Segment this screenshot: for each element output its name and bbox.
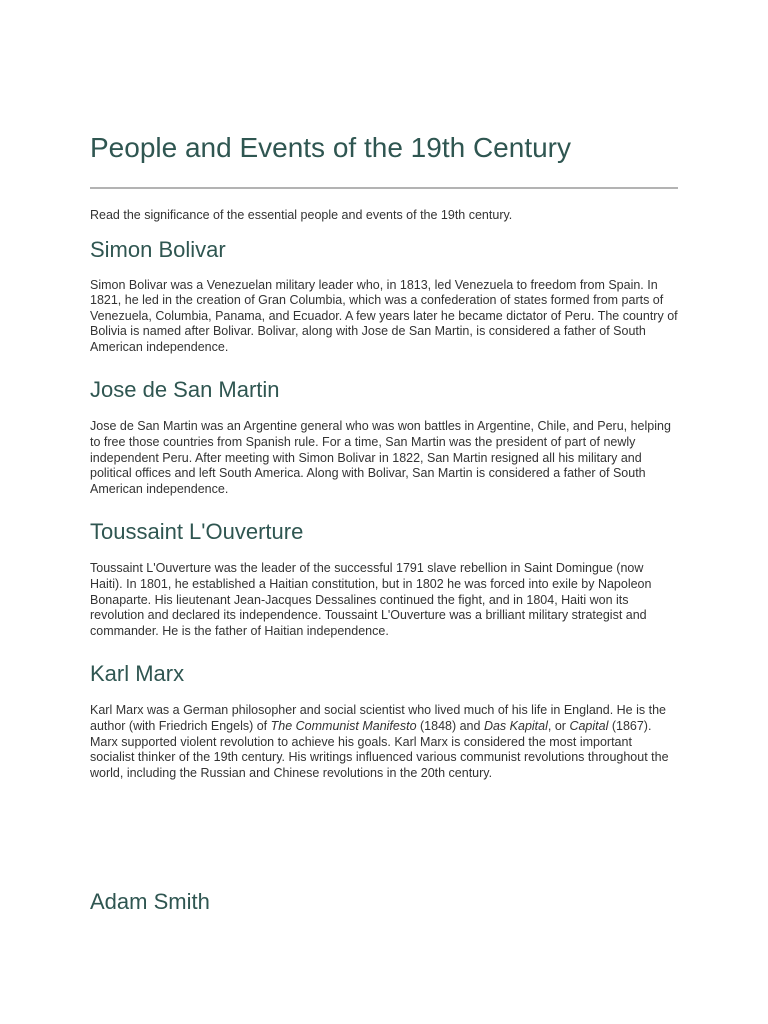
section-heading: Toussaint L'Ouverture <box>90 519 304 545</box>
section-jose-de-san-martin <box>90 376 678 497</box>
section-toussaint-louverture <box>90 518 678 639</box>
paragraph-text: (1848) and <box>416 719 484 733</box>
section-paragraph: Simon Bolivar was a Venezuelan military leader who, in 1813, led Venezuela to freedom from Spain. In 1821, he led in the creation of Gran Columbia, which was a confederation of states formed from parts of Venezuela, Columbia, Panama, and Ecuador. A few years later he became dictator of Peru. The country of Bolivia is named after Bolivar. Bolivar, along with Jose de San Martin, is considered a father of South American independence. <box>90 277 678 354</box>
section-paragraph: Jose de San Martin was an Argentine general who was won battles in Argentine, Chile, and Peru, helping to free those countries from Spanish rule. For a time, San Martin was the president of part of newly independent Peru. After meeting with Simon Bolivar in 1822, San Martin resigned all his military and political offices and left South America. Along with Bolivar, San Martin is considered a father of South American independence. <box>90 419 671 496</box>
paragraph-text: , or <box>547 719 570 733</box>
section-karl-marx <box>90 660 678 781</box>
section-adam-smith <box>90 888 210 916</box>
section-simon-bolivar <box>90 236 678 356</box>
book-title-das-kapital: Das Kapital <box>483 719 548 733</box>
section-heading: Adam Smith <box>90 889 210 914</box>
section-paragraph <box>90 703 678 781</box>
book-title-capital: Capital <box>569 719 609 733</box>
intro-paragraph: Read the significance of the essential people and events of the 19th century. <box>90 208 513 222</box>
book-title-communist-manifesto: The Communist Manifesto <box>270 719 417 733</box>
section-heading: Jose de San Martin <box>90 377 280 403</box>
section-heading: Simon Bolivar <box>90 236 226 262</box>
page-title: People and Events of the 19th Century <box>90 132 571 163</box>
paragraph-text: (1867). Marx supported violent revolution to achieve his goals. Karl Marx is considered the most important socialist thinker of the 19th century. His writings influenced various communist revolutions throughout the world, including the Russian and Chinese revolutions in the 20th century. <box>90 719 669 780</box>
paragraph-text: Karl Marx was a German philosopher and social scientist who lived much of his life in England. He is the author (with Friedrich Engels) of <box>90 703 666 733</box>
section-paragraph: Toussaint L'Ouverture was the leader of the successful 1791 slave rebellion in Saint Domingue (now Haiti). In 1801, he established a Haitian constitution, but in 1802 he was forced into exile by Napoleon Bonaparte. His lieutenant Jean-Jacques Dessalines continued the fight, and in 1804, Haiti won its revolution and declared its independence. Toussaint L'Ouverture was a brilliant military strategist and commander. He is the father of Haitian independence. <box>90 561 652 638</box>
title-divider <box>90 187 678 189</box>
section-heading: Karl Marx <box>90 661 185 687</box>
document-content <box>90 131 678 781</box>
